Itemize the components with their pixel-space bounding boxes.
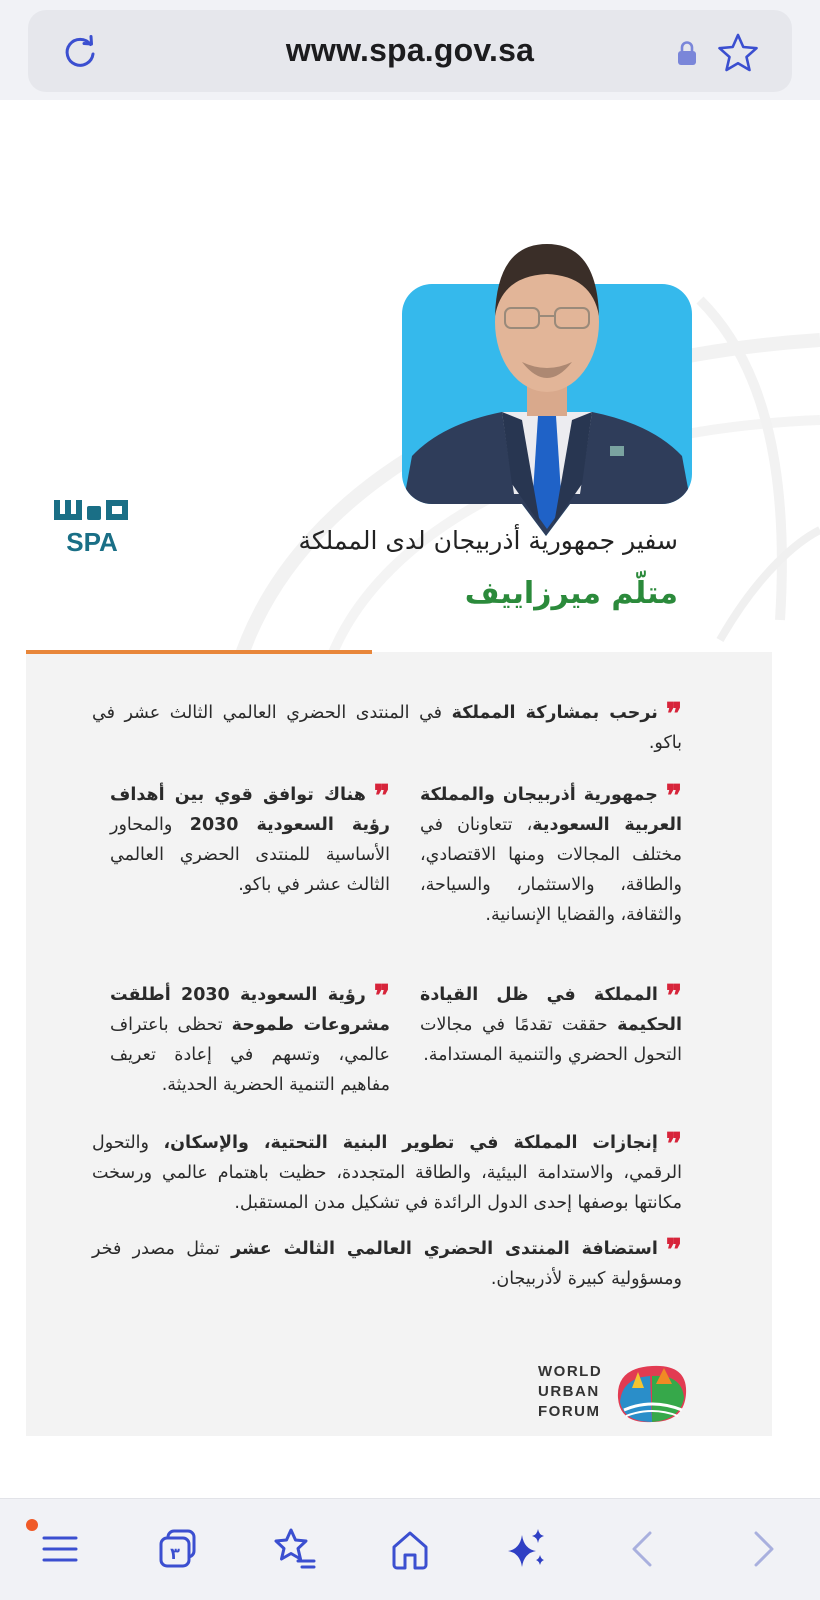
ambassador-name: متلّم ميرزاييف bbox=[464, 576, 678, 611]
quote-2 bbox=[420, 780, 682, 930]
quote-3 bbox=[110, 780, 390, 900]
forward-icon[interactable] bbox=[738, 1525, 786, 1573]
home-icon[interactable] bbox=[386, 1525, 434, 1573]
bookmark-star-icon[interactable] bbox=[716, 32, 760, 74]
quote-mark-icon: ❞ bbox=[665, 1127, 682, 1162]
lock-icon bbox=[676, 40, 698, 66]
wuf-line-2: URBAN bbox=[538, 1383, 600, 1400]
quote-7-bold: استضافة المنتدى الحضري العالمي الثالث عشر bbox=[231, 1239, 658, 1259]
quote-3-bold: هناك توافق قوي بين أهداف رؤية السعودية 2030 bbox=[110, 785, 390, 835]
browser-bottom-toolbar bbox=[0, 1498, 820, 1600]
wuf-logo-icon bbox=[612, 1358, 692, 1428]
quote-mark-icon: ❞ bbox=[373, 979, 390, 1014]
address-bar[interactable] bbox=[28, 10, 792, 92]
quote-1-bold: نرحب بمشاركة المملكة bbox=[451, 703, 658, 723]
quote-mark-icon: ❞ bbox=[373, 779, 390, 814]
quote-6 bbox=[92, 1128, 682, 1218]
wuf-line-1: WORLD bbox=[538, 1363, 603, 1380]
quote-7 bbox=[92, 1234, 682, 1294]
back-icon[interactable] bbox=[620, 1525, 668, 1573]
favorites-icon[interactable] bbox=[270, 1525, 318, 1573]
menu-icon[interactable] bbox=[36, 1525, 84, 1573]
quote-mark-icon: ❞ bbox=[665, 697, 683, 732]
quote-5-bold: رؤية السعودية 2030 أطلقت مشروعات طموحة bbox=[110, 985, 390, 1035]
spa-logo-text: SPA bbox=[66, 527, 118, 554]
wuf-line-3: FORUM bbox=[538, 1403, 601, 1420]
quote-5 bbox=[110, 980, 390, 1100]
quote-1-text: في المنتدى الحضري العالمي الثالث عشر في باكو. bbox=[92, 703, 682, 753]
sparkles-icon[interactable] bbox=[502, 1525, 550, 1573]
quote-mark-icon: ❞ bbox=[665, 979, 682, 1014]
quote-4-bold: المملكة في ظل القيادة الحكيمة bbox=[420, 985, 682, 1035]
quote-mark-icon: ❞ bbox=[665, 1233, 683, 1268]
url-text[interactable]: www.spa.gov.sa bbox=[285, 32, 535, 68]
quote-6-text: والتحول الرقمي، والاستدامة البيئية، والطاقة المتجددة، حظيت باهتمام عالمي ورسخت مكانتها بوصفها إحدى الدول الرائدة في تشكيل مدن المستقبل. bbox=[92, 1133, 682, 1213]
quote-2-bold: جمهورية أذربيجان والمملكة العربية السعودية bbox=[420, 785, 682, 835]
tabs-icon[interactable] bbox=[154, 1525, 202, 1573]
ambassador-title: سفير جمهورية أذربيجان لدى المملكة bbox=[298, 526, 678, 555]
quote-7-text: تمثل مصدر فخر ومسؤولية كبيرة لأذربيجان. bbox=[92, 1239, 682, 1289]
quote-5-text: تحظى باعتراف عالمي، وتسهم في إعادة تعريف مفاهيم التنمية الحضرية الحديثة. bbox=[110, 1015, 390, 1095]
divider-line bbox=[26, 650, 372, 654]
quote-4-text: حققت تقدمًا في مجالات التحول الحضري والتنمية المستدامة. bbox=[420, 1015, 682, 1065]
quote-2-text: ، تتعاونان في مختلف المجالات ومنها الاقتصادي، والطاقة، والاستثمار، والسياحة، والثقافة، والقضايا الإنسانية. bbox=[420, 815, 682, 925]
ambassador-photo bbox=[402, 224, 692, 564]
browser-top-bar bbox=[0, 0, 820, 100]
tab-count: ٣ bbox=[170, 1544, 180, 1563]
page-content bbox=[0, 100, 820, 1498]
wuf-logo-text bbox=[538, 1362, 618, 1422]
quote-1 bbox=[92, 698, 682, 758]
quote-mark-icon: ❞ bbox=[665, 779, 682, 814]
quote-3-text: والمحاور الأساسية للمنتدى الحضري العالمي الثالث عشر في باكو. bbox=[110, 815, 390, 895]
quote-4 bbox=[420, 980, 682, 1070]
quote-6-bold: إنجازات المملكة في تطوير البنية التحتية، والإسكان، bbox=[163, 1133, 658, 1153]
